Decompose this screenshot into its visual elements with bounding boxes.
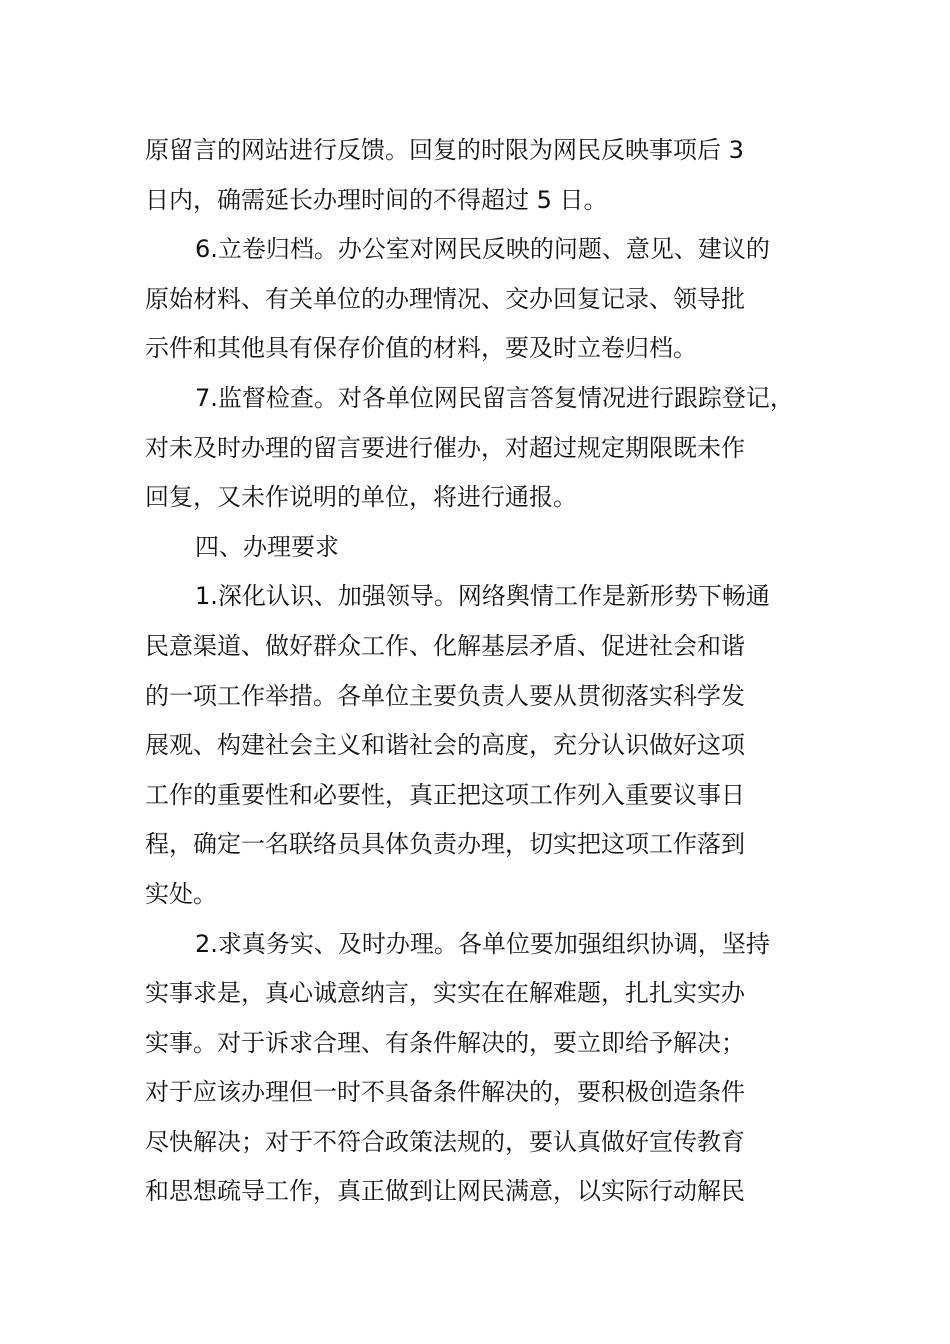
- text-line: 实事。对于诉求合理、有条件解决的，要立即给予解决；: [145, 1028, 745, 1057]
- text-line: 民意渠道、做好群众工作、化解基层矛盾、促进社会和谐: [145, 631, 745, 660]
- text-line: 实处。: [145, 879, 217, 908]
- text-line: 工作的重要性和必要性，真正把这项工作列入重要议事日: [145, 780, 745, 809]
- text-line: 程，确定一名联络员具体负责办理，切实把这项工作落到: [145, 830, 745, 859]
- text-line: 原留言的网站进行反馈。回复的时限为网民反映事项后 3: [145, 136, 744, 164]
- requirement-2-heading-line: 2.求真务实、及时办理。各单位要加强组织协调，坚持: [195, 929, 770, 958]
- text-line: 原始材料、有关单位的办理情况、交办回复记录、领导批: [145, 284, 745, 313]
- text-line: 的一项工作举措。各单位主要负责人要从贯彻落实科学发: [145, 681, 745, 710]
- text-line: 对未及时办理的留言要进行催办，对超过规定期限既未作: [145, 433, 745, 462]
- text-line: 展观、构建社会主义和谐社会的高度，充分认识做好这项: [145, 731, 745, 760]
- document-body: [145, 126, 825, 1217]
- text-line: 实事求是，真心诚意纳言，实实在在解难题，扎扎实实办: [145, 979, 745, 1008]
- section-4-heading: 四、办理要求: [195, 532, 339, 561]
- text-line: 对于应该办理但一时不具备条件解决的，要积极创造条件: [145, 1078, 745, 1107]
- text-line: 和思想疏导工作，真正做到让网民满意，以实际行动解民: [145, 1177, 745, 1206]
- text-line: 日内，确需延长办理时间的不得超过 5 日。: [145, 185, 608, 214]
- section-7-heading-line: 7.监督检查。对各单位网民留言答复情况进行跟踪登记，: [195, 383, 794, 412]
- text-line: 示件和其他具有保存价值的材料，要及时立卷归档。: [145, 334, 697, 363]
- text-line: 回复，又未作说明的单位，将进行通报。: [145, 483, 577, 512]
- requirement-1-heading-line: 1.深化认识、加强领导。网络舆情工作是新形势下畅通: [195, 582, 770, 611]
- section-6-heading-line: 6.立卷归档。办公室对网民反映的问题、意见、建议的: [195, 235, 770, 264]
- text-line: 尽快解决；对于不符合政策法规的，要认真做好宣传教育: [145, 1127, 745, 1156]
